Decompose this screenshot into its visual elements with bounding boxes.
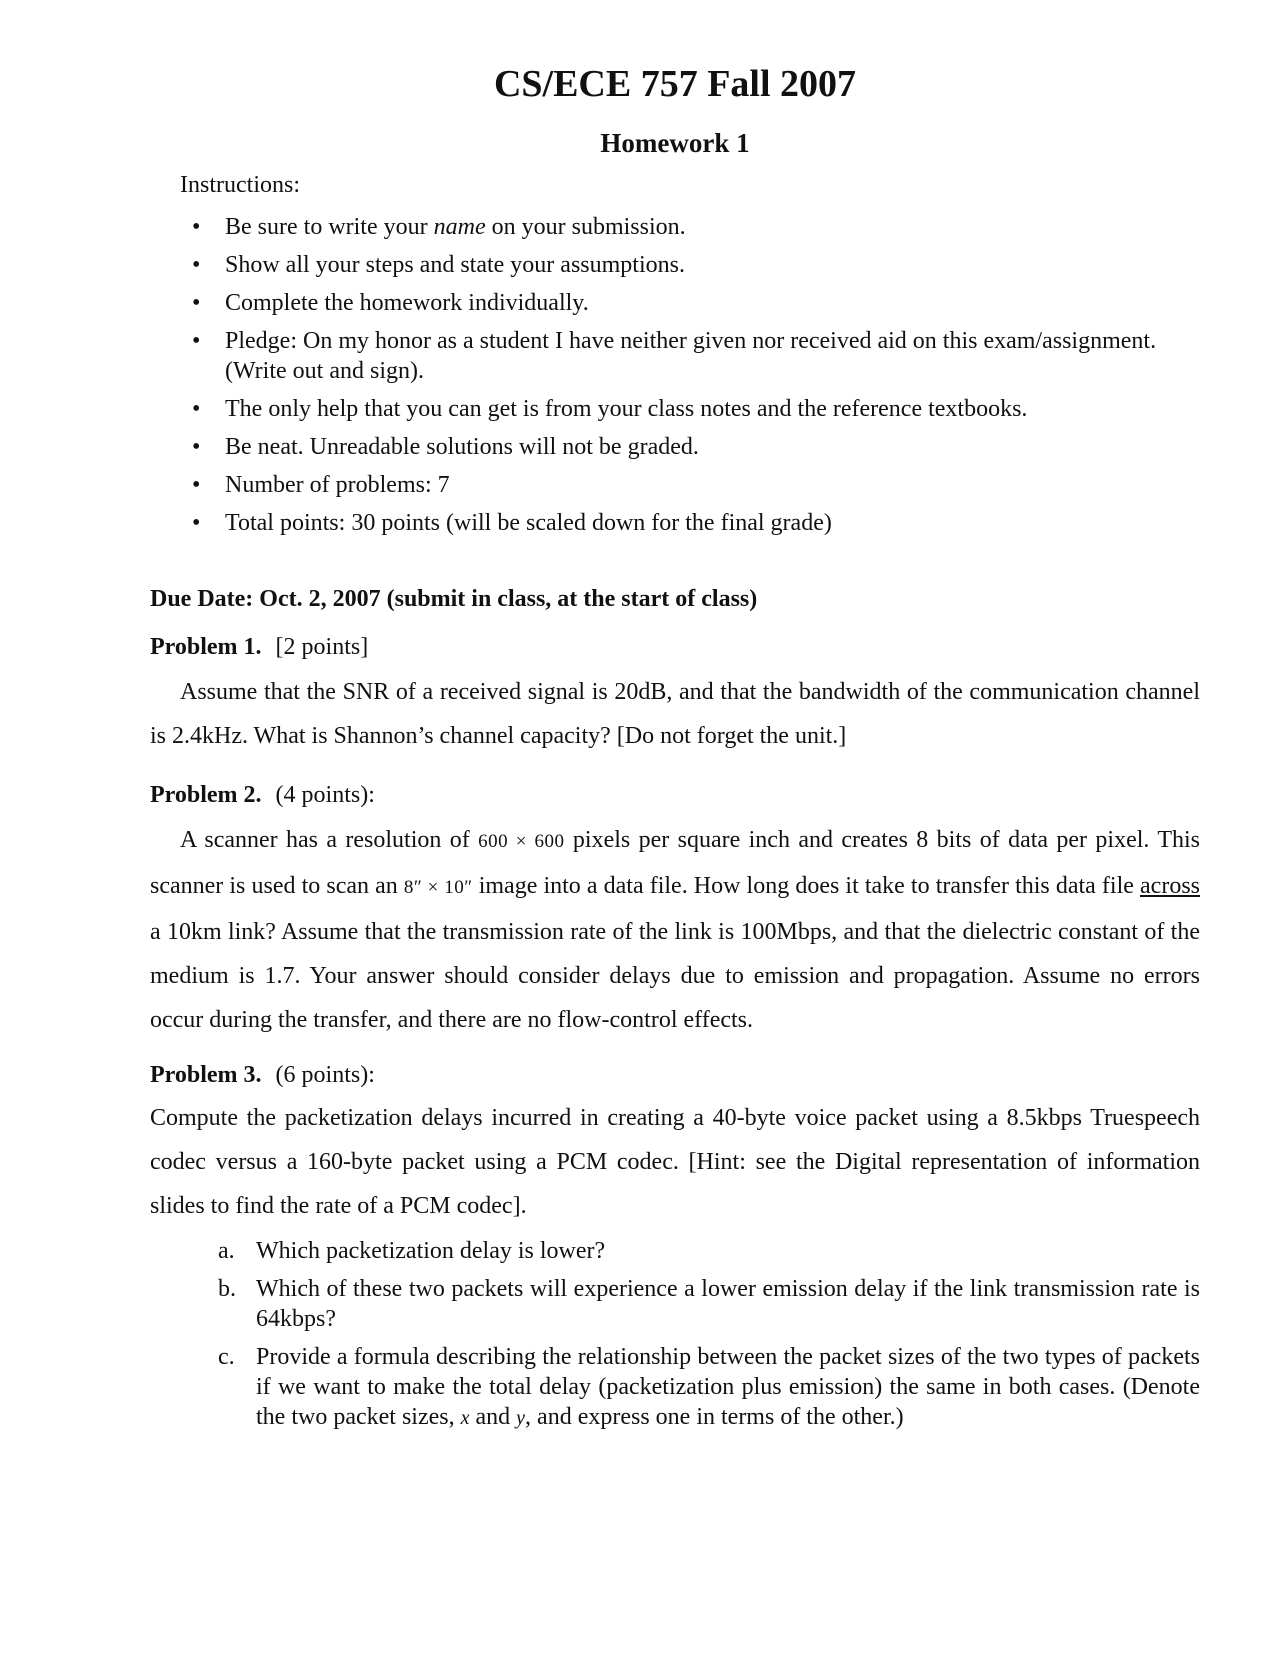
- problem-label: Problem 1.: [150, 634, 262, 660]
- list-item: b. Which of these two packets will experience a lower emission delay if the link transmission rate is 64kbps?: [218, 1276, 1200, 1332]
- course-title: CS/ECE 757 Fall 2007: [493, 63, 857, 105]
- bullet-icon: •: [192, 290, 201, 316]
- underlined-word: across: [1140, 873, 1200, 899]
- problem-points: [2 points]: [275, 634, 369, 660]
- problem-points: (4 points):: [275, 782, 375, 808]
- bullet-icon: •: [192, 510, 201, 536]
- problem-points: (6 points):: [275, 1062, 375, 1088]
- variable-x: x: [460, 1407, 470, 1429]
- problem-2-heading: [150, 782, 375, 809]
- problem-1-text: Assume that the SNR of a received signal is 20dB, and that the bandwidth of the communication channel is 2.4kHz. What is Shannon’s channel capacity? [Do not forget the unit.]: [150, 679, 1200, 749]
- problem-3-text: Compute the packetization delays incurred in creating a 40-byte voice packet using a 8.5kbps Truespeech codec versus a 160-byte packet using a PCM codec. [Hint: see the Digital representation of information slides to find the rate of a PCM codec].: [150, 1105, 1200, 1219]
- problem-label: Problem 3.: [150, 1062, 262, 1088]
- bullet-icon: •: [192, 214, 201, 240]
- list-item: c. Provide a formula describing the relationship between the packet sizes of the two types of packets if we want to make the total delay (packetization plus emission) the same in both cases. (Denote the two packet sizes, x and y, and express one in terms of the other.): [218, 1344, 1200, 1430]
- instruction-item: • Show all your steps and state your assumptions.: [192, 252, 685, 278]
- resolution-expression: 600 × 600: [478, 831, 565, 852]
- instruction-item: • Number of problems: 7: [192, 472, 450, 498]
- problem-3-parts: [218, 1236, 1200, 1441]
- bullet-icon: •: [192, 472, 201, 498]
- part-marker: c.: [218, 1344, 235, 1370]
- instruction-item: • Be neat. Unreadable solutions will not be graded.: [192, 434, 699, 460]
- problem-3-heading: [150, 1062, 375, 1089]
- due-date: Due Date: Oct. 2, 2007 (submit in class, at the start of class): [150, 586, 758, 612]
- instruction-item: • Pledge: On my honor as a student I have neither given nor received aid on this exam/assignment. (Write out and sign).: [192, 328, 1157, 384]
- bullet-icon: •: [192, 396, 201, 422]
- bullet-icon: •: [192, 328, 201, 354]
- instruction-item: • The only help that you can get is from your class notes and the reference textbooks.: [192, 396, 1028, 422]
- problem-label: Problem 2.: [150, 782, 262, 808]
- instructions-label: Instructions:: [180, 172, 300, 198]
- assignment-title: Homework 1: [600, 128, 750, 158]
- part-marker: a.: [218, 1238, 235, 1264]
- instructions-list: [180, 212, 1200, 546]
- part-marker: b.: [218, 1276, 236, 1302]
- bullet-icon: •: [192, 434, 201, 460]
- list-item: a. Which packetization delay is lower?: [218, 1238, 606, 1264]
- variable-y: y: [516, 1407, 526, 1429]
- emphasis-name: name: [433, 214, 486, 240]
- problem-2-text: A scanner has a resolution of 600 × 600 pixels per square inch and creates 8 bits of data per pixel. This scanner is used to scan an 8″ × 10″ image into a data file. How long does it take to transfer this data file across a 10km link? Assume that the transmission rate of the link is 100Mbps, and that the dielectric constant of the medium is 1.7. Your answer should consider delays due to emission and propagation. Assume no errors occur during the transfer, and there are no flow-control effects.: [150, 827, 1201, 1033]
- instruction-item: • Complete the homework individually.: [192, 290, 589, 316]
- instruction-item: • Be sure to write your name on your submission.: [192, 214, 686, 240]
- bullet-icon: •: [192, 252, 201, 278]
- problem-1-heading: [150, 634, 368, 661]
- instruction-item: • Total points: 30 points (will be scaled down for the final grade): [192, 510, 832, 536]
- image-size-expression: 8″ × 10″: [403, 877, 473, 898]
